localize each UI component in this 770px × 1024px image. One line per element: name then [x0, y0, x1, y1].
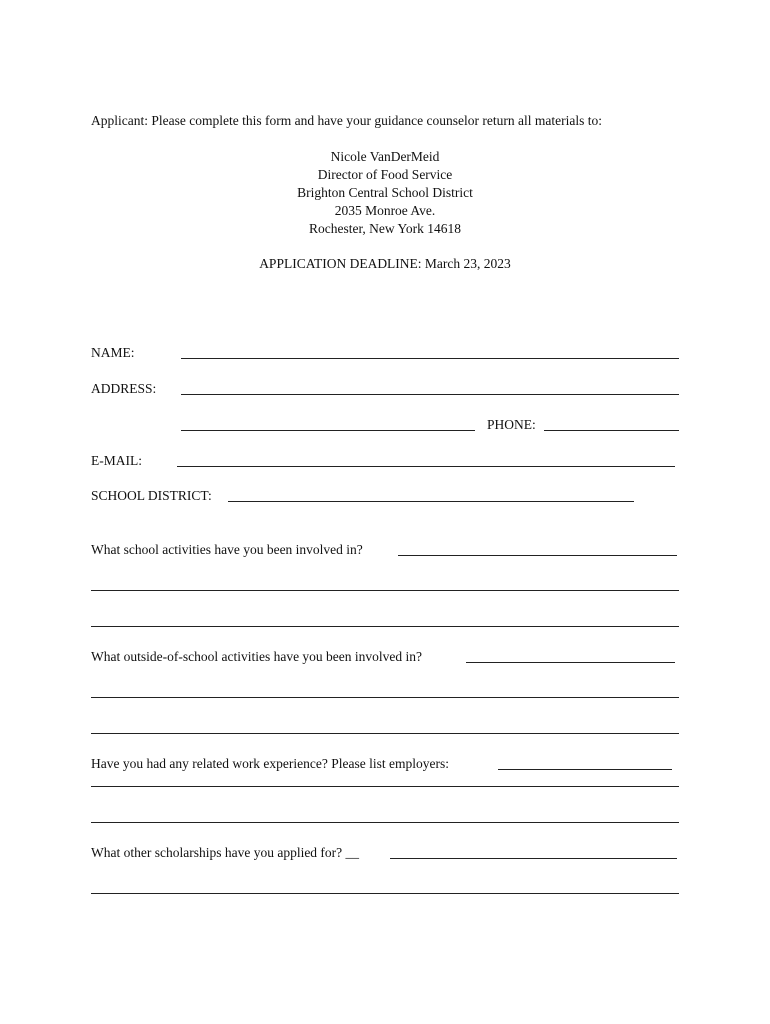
outside-activities-answer-line-3[interactable]	[91, 733, 679, 734]
work-experience-answer-line-2[interactable]	[91, 786, 679, 787]
address-label: ADDRESS:	[91, 381, 157, 396]
work-experience-question: Have you had any related work experience? Please list employers:	[91, 756, 449, 771]
intro-text: Applicant: Please complete this form and have your guidance counselor return all materials to:	[91, 113, 602, 128]
school-activities-question: What school activities have you been involved in?	[91, 542, 363, 557]
phone-label: PHONE:	[487, 417, 536, 432]
other-scholarships-answer-line-1[interactable]	[390, 858, 677, 859]
name-label: NAME:	[91, 345, 135, 360]
school-district-label: SCHOOL DISTRICT:	[91, 488, 212, 503]
application-deadline: APPLICATION DEADLINE: March 23, 2023	[259, 256, 511, 271]
school-activities-answer-line-2[interactable]	[91, 590, 679, 591]
school-activities-answer-line-1[interactable]	[398, 555, 677, 556]
email-field-line[interactable]	[177, 466, 675, 467]
recipient-name: Nicole VanDerMeid	[330, 149, 440, 164]
school-district-field-line[interactable]	[228, 501, 634, 502]
name-field-line[interactable]	[181, 358, 679, 359]
recipient-street: 2035 Monroe Ave.	[334, 203, 436, 218]
work-experience-answer-line-3[interactable]	[91, 822, 679, 823]
phone-field-line[interactable]	[544, 430, 679, 431]
school-activities-answer-line-3[interactable]	[91, 626, 679, 627]
work-experience-answer-line-1[interactable]	[498, 769, 672, 770]
address-field-line-2[interactable]	[181, 430, 475, 431]
recipient-organization: Brighton Central School District	[297, 185, 473, 200]
recipient-city: Rochester, New York 14618	[308, 221, 462, 236]
outside-activities-answer-line-1[interactable]	[466, 662, 675, 663]
email-label: E-MAIL:	[91, 453, 142, 468]
recipient-title: Director of Food Service	[317, 167, 453, 182]
outside-activities-answer-line-2[interactable]	[91, 697, 679, 698]
outside-activities-question: What outside-of-school activities have you been involved in?	[91, 649, 423, 664]
other-scholarships-answer-line-2[interactable]	[91, 893, 679, 894]
address-field-line-1[interactable]	[181, 394, 679, 395]
other-scholarships-question: What other scholarships have you applied for? __	[91, 845, 360, 860]
